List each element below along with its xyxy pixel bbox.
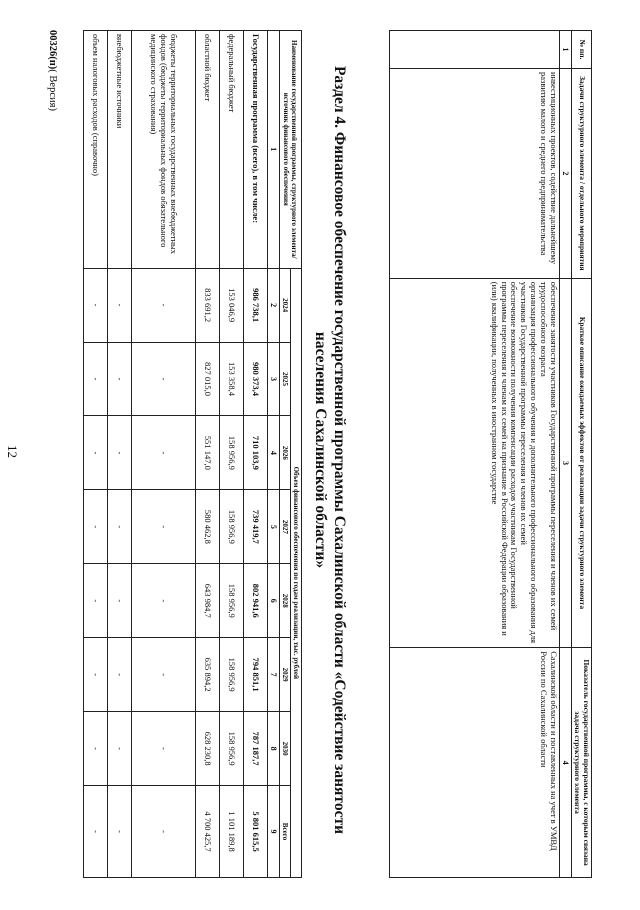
financing-year-value: 787 187,7 xyxy=(243,712,267,786)
table2-year: 2027 xyxy=(279,490,290,564)
table1-row-effects xyxy=(389,278,559,648)
financing-year-value: - xyxy=(131,490,195,564)
table2-colnum: 8 xyxy=(267,712,279,786)
financing-total-value: 4 700 425,7 xyxy=(195,786,219,878)
table1-colnum: 1 xyxy=(559,31,571,69)
financing-year-value: - xyxy=(131,564,195,638)
table2-colnum: 4 xyxy=(267,416,279,490)
table1-colnum: 4 xyxy=(559,648,571,878)
financing-year-value: 980 373,4 xyxy=(243,342,267,416)
effect-item: обеспечение возможности получения компенсации расходов участникам Государственной программы переселения и членам их семей на признание в Российской Федерации образования и (или) квалификации, полученных в иностранном государстве xyxy=(489,281,520,636)
financing-year-value: - xyxy=(107,416,131,490)
table2-colnum: 3 xyxy=(267,342,279,416)
financing-year-value: 827 015,0 xyxy=(195,342,219,416)
financing-year-value: - xyxy=(83,342,107,416)
financing-year-value: - xyxy=(107,564,131,638)
financing-row xyxy=(131,31,195,878)
table2-year: 2024 xyxy=(279,268,290,342)
table2-header-name: Наименование государственной программы, структурного элемента/источник финансового обеспечения xyxy=(279,31,301,269)
table1-header-effects: Краткое описание ожидаемых эффектов от реализации задачи структурного элемента xyxy=(571,278,591,648)
financing-year-value: 158 956,9 xyxy=(219,712,243,786)
financing-row xyxy=(195,31,219,878)
financing-source-name: внебюджетные источники xyxy=(107,31,131,269)
financing-year-value: - xyxy=(131,342,195,416)
financing-total-value: - xyxy=(107,786,131,878)
financing-total-value: - xyxy=(131,786,195,878)
financing-year-value: 635 894,2 xyxy=(195,638,219,712)
financing-year-value: - xyxy=(107,268,131,342)
table2-colnum: 1 xyxy=(267,31,279,269)
financing-year-value: - xyxy=(107,712,131,786)
financing-year-value: - xyxy=(131,638,195,712)
financing-year-value: 794 851,1 xyxy=(243,638,267,712)
financing-year-value: - xyxy=(83,712,107,786)
table2-colnum: 6 xyxy=(267,564,279,638)
table2-colnum: 9 xyxy=(267,786,279,878)
financing-year-value: 643 984,7 xyxy=(195,564,219,638)
table1-row xyxy=(389,31,559,878)
financing-year-value: - xyxy=(131,712,195,786)
financing-row xyxy=(107,31,131,878)
financing-year-value: 158 956,9 xyxy=(219,638,243,712)
table1-row-task: инвестиционных проектов, содействие дальнейшему развитию малого и среднего предпринимательства xyxy=(389,68,559,278)
financing-table-body xyxy=(83,31,267,878)
table1-header-indicator: Показатель государственной программы, с которым связана задача структурного элемента xyxy=(571,648,591,878)
financing-year-value: - xyxy=(107,342,131,416)
financing-year-value: 802 941,6 xyxy=(243,564,267,638)
financing-year-value: 153 046,9 xyxy=(219,268,243,342)
financing-total-value: 5 801 615,5 xyxy=(243,786,267,878)
table2-year: 2030 xyxy=(279,712,290,786)
document-footer xyxy=(47,30,58,111)
table1-row-indicator: Сахалинской области и поставленных на учет в УМВД России по Сахалинской области xyxy=(389,648,559,878)
table1-header-row xyxy=(571,31,591,878)
financing-year-value: 158 956,9 xyxy=(219,490,243,564)
financing-year-value: - xyxy=(83,490,107,564)
financing-year-value: 153 358,4 xyxy=(219,342,243,416)
financing-source-name: бюджеты территориальных государственных внебюджетных фондов (бюджеты территориальных фондов обязательного медицинского страхования) xyxy=(131,31,195,269)
financing-year-value: - xyxy=(107,638,131,712)
table2-colnum: 5 xyxy=(267,490,279,564)
table2-year: 2028 xyxy=(279,564,290,638)
financing-year-value: 628 230,8 xyxy=(195,712,219,786)
table2-header-group: Объем финансового обеспечения по годам реализации, тыс. рублей xyxy=(290,268,301,877)
effect-item: обеспечение занятости участников Государственной программы переселения и членов их семей трудоспособного возраста xyxy=(538,281,559,631)
table2-column-numbers xyxy=(267,31,279,878)
table2-header-row xyxy=(290,31,301,878)
financing-year-value: - xyxy=(83,638,107,712)
page-number: 12 xyxy=(5,445,20,458)
financing-year-value: - xyxy=(83,268,107,342)
financing-total-value: 1 101 189,8 xyxy=(219,786,243,878)
table1-row-num xyxy=(389,31,559,69)
financing-year-value: 551 147,0 xyxy=(195,416,219,490)
table2-colnum: 7 xyxy=(267,638,279,712)
financing-row xyxy=(83,31,107,878)
financing-year-value: - xyxy=(83,564,107,638)
financing-year-value: 739 419,7 xyxy=(243,490,267,564)
document-code: 00326(п) xyxy=(47,30,58,70)
financing-year-value: 158 956,9 xyxy=(219,416,243,490)
financing-row xyxy=(243,31,267,878)
financing-year-value: 710 103,9 xyxy=(243,416,267,490)
financing-year-value: 580 462,8 xyxy=(195,490,219,564)
table1-colnum: 3 xyxy=(559,278,571,648)
financing-year-value: - xyxy=(107,490,131,564)
table2-year: 2029 xyxy=(279,638,290,712)
financing-source-name: Государственная программа (всего), в том числе: xyxy=(243,31,267,269)
table2-year-total: Всего xyxy=(279,786,290,878)
document-version: ( Версия) xyxy=(47,69,58,111)
financing-year-value: - xyxy=(131,268,195,342)
financing-row xyxy=(219,31,243,878)
table2-colnum: 2 xyxy=(267,268,279,342)
financing-source-name: федеральный бюджет xyxy=(219,31,243,269)
structural-element-tasks-table xyxy=(389,30,592,878)
table2-year: 2026 xyxy=(279,416,290,490)
financing-year-value: - xyxy=(131,416,195,490)
table2-year: 2025 xyxy=(279,342,290,416)
financing-table xyxy=(83,30,302,878)
financing-year-value: 986 738,1 xyxy=(243,268,267,342)
financing-year-value: 158 956,9 xyxy=(219,564,243,638)
financing-total-value: - xyxy=(83,786,107,878)
section-title: Раздел 4. Финансовое обеспечение государственной программы Сахалинской области «Содействие занятости населения Сахалинской области» xyxy=(312,65,348,835)
financing-year-value: 833 691,2 xyxy=(195,268,219,342)
financing-source-name: областной бюджет xyxy=(195,31,219,269)
table1-colnum: 2 xyxy=(559,68,571,278)
effect-item: организация профессионального обучения и дополнительного профессионального образования для участников Государственной программы переселения и членов их семей xyxy=(519,281,540,643)
financing-source-name: объем налоговых расходов (справочно) xyxy=(83,31,107,269)
table1-column-numbers xyxy=(559,31,571,878)
table1-header-num: № пп. xyxy=(571,31,591,69)
financing-year-value: - xyxy=(83,416,107,490)
table1-header-task: Задачи структурного элемента / отдельного мероприятия xyxy=(571,68,591,278)
